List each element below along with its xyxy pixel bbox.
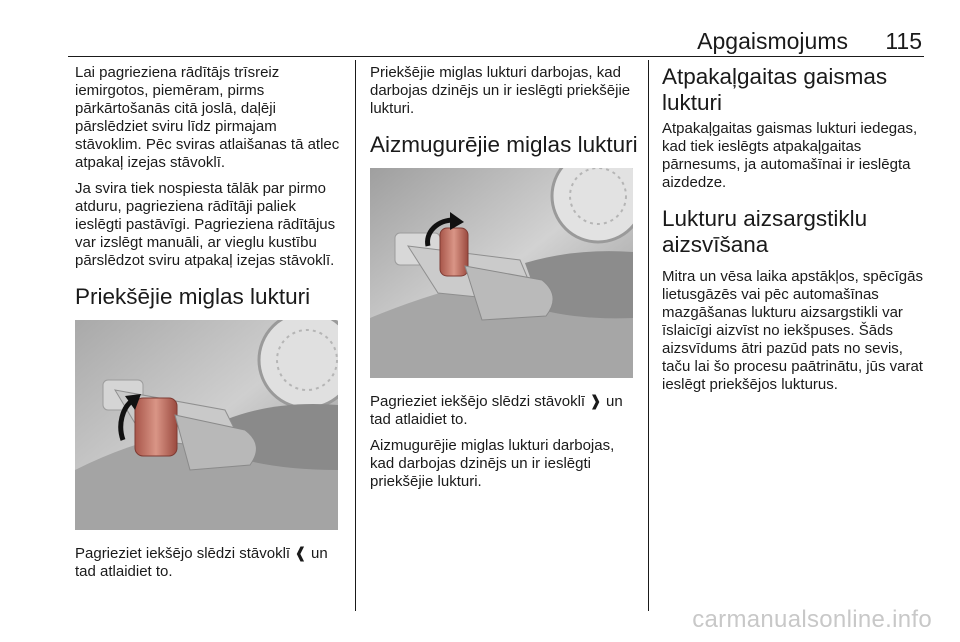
header-divider <box>68 56 924 57</box>
watermark: carmanualsonline.info <box>692 606 932 633</box>
column-1 <box>75 64 343 589</box>
column-divider-2 <box>648 60 649 611</box>
rear-fog-light-icon: ❱ <box>589 392 602 410</box>
column-divider-1 <box>355 60 356 611</box>
page-header <box>0 28 960 58</box>
rear-fog-caption <box>370 392 638 429</box>
front-fog-heading: Priekšējie miglas lukturi <box>75 284 311 309</box>
front-fog-caption-tail: un tad atlaidiet to. <box>75 545 328 580</box>
turn-signal-paragraph-1: Lai pagrieziena rādītājs trīsreiz iemirgotos, piemēram, pirms pārkārtošanās citā joslā, daļēji pārslēdziet sviru līdz pirmajam stāvoklim. Pēc sviras atlaišanas tā atlec atpakaļ izejas stāvoklī. <box>75 64 340 171</box>
front-fog-light-icon: ❰ <box>294 544 307 562</box>
rear-fog-caption-tail: un tad atlaidiet to. <box>370 393 623 428</box>
column-2 <box>370 64 638 499</box>
turn-signal-paragraph-2: Ja svira tiek nospiesta tālāk par pirmo atduru, pagrieziena rādītāji paliek ieslēgti pastāvīgi. Pagrieziena rādītājus var izslēgt manuāli, ar vieglu kustību pārslēdzot sviru atpakaļ izejas stāvoklī. <box>75 180 336 269</box>
rear-fog-switch-figure <box>370 168 633 378</box>
page-number: 115 <box>885 28 922 54</box>
chapter-title: Apgaismojums <box>697 28 848 54</box>
rear-fog-operation-paragraph: Aizmugurējie miglas lukturi darbojas, kad darbojas dzinējs un ir ieslēgti priekšējie lukturi. <box>370 437 615 490</box>
front-fog-operation-paragraph: Priekšējie miglas lukturi darbojas, kad darbojas dzinējs un ir ieslēgti priekšējie lukturi. <box>370 64 631 117</box>
lens-condensation-paragraph: Mitra un vēsa laika apstākļos, spēcīgās lietusgāzēs vai pēc automašīnas mazgāšanas lukturu aizsargstikli var īslaicīgi aizvīst no iekšpuses. Šāds aizsvīdums ātri pazūd pats no sevis, taču lai šo procesu paātrinātu, jūs varat ieslēgt priekšējos lukturus. <box>662 268 923 393</box>
reversing-lights-heading: Atpakaļgaitas gaismas lukturi <box>662 64 888 115</box>
front-fog-caption-text: Pagrieziet iekšējo slēdzi stāvoklī <box>75 545 291 562</box>
rear-fog-heading: Aizmugurējie miglas lukturi <box>370 132 638 157</box>
front-fog-switch-figure <box>75 320 338 530</box>
lens-condensation-heading: Lukturu aizsargstiklu aizsvīšana <box>662 206 868 257</box>
column-3 <box>662 64 930 402</box>
front-fog-caption <box>75 544 343 581</box>
reversing-lights-paragraph: Atpakaļgaitas gaismas lukturi iedegas, kad tiek ieslēgts atpakaļgaitas pārnesums, ja automašīnai ir ieslēgta aizdedze. <box>662 120 918 191</box>
rear-fog-caption-text: Pagrieziet iekšējo slēdzi stāvoklī <box>370 393 586 410</box>
